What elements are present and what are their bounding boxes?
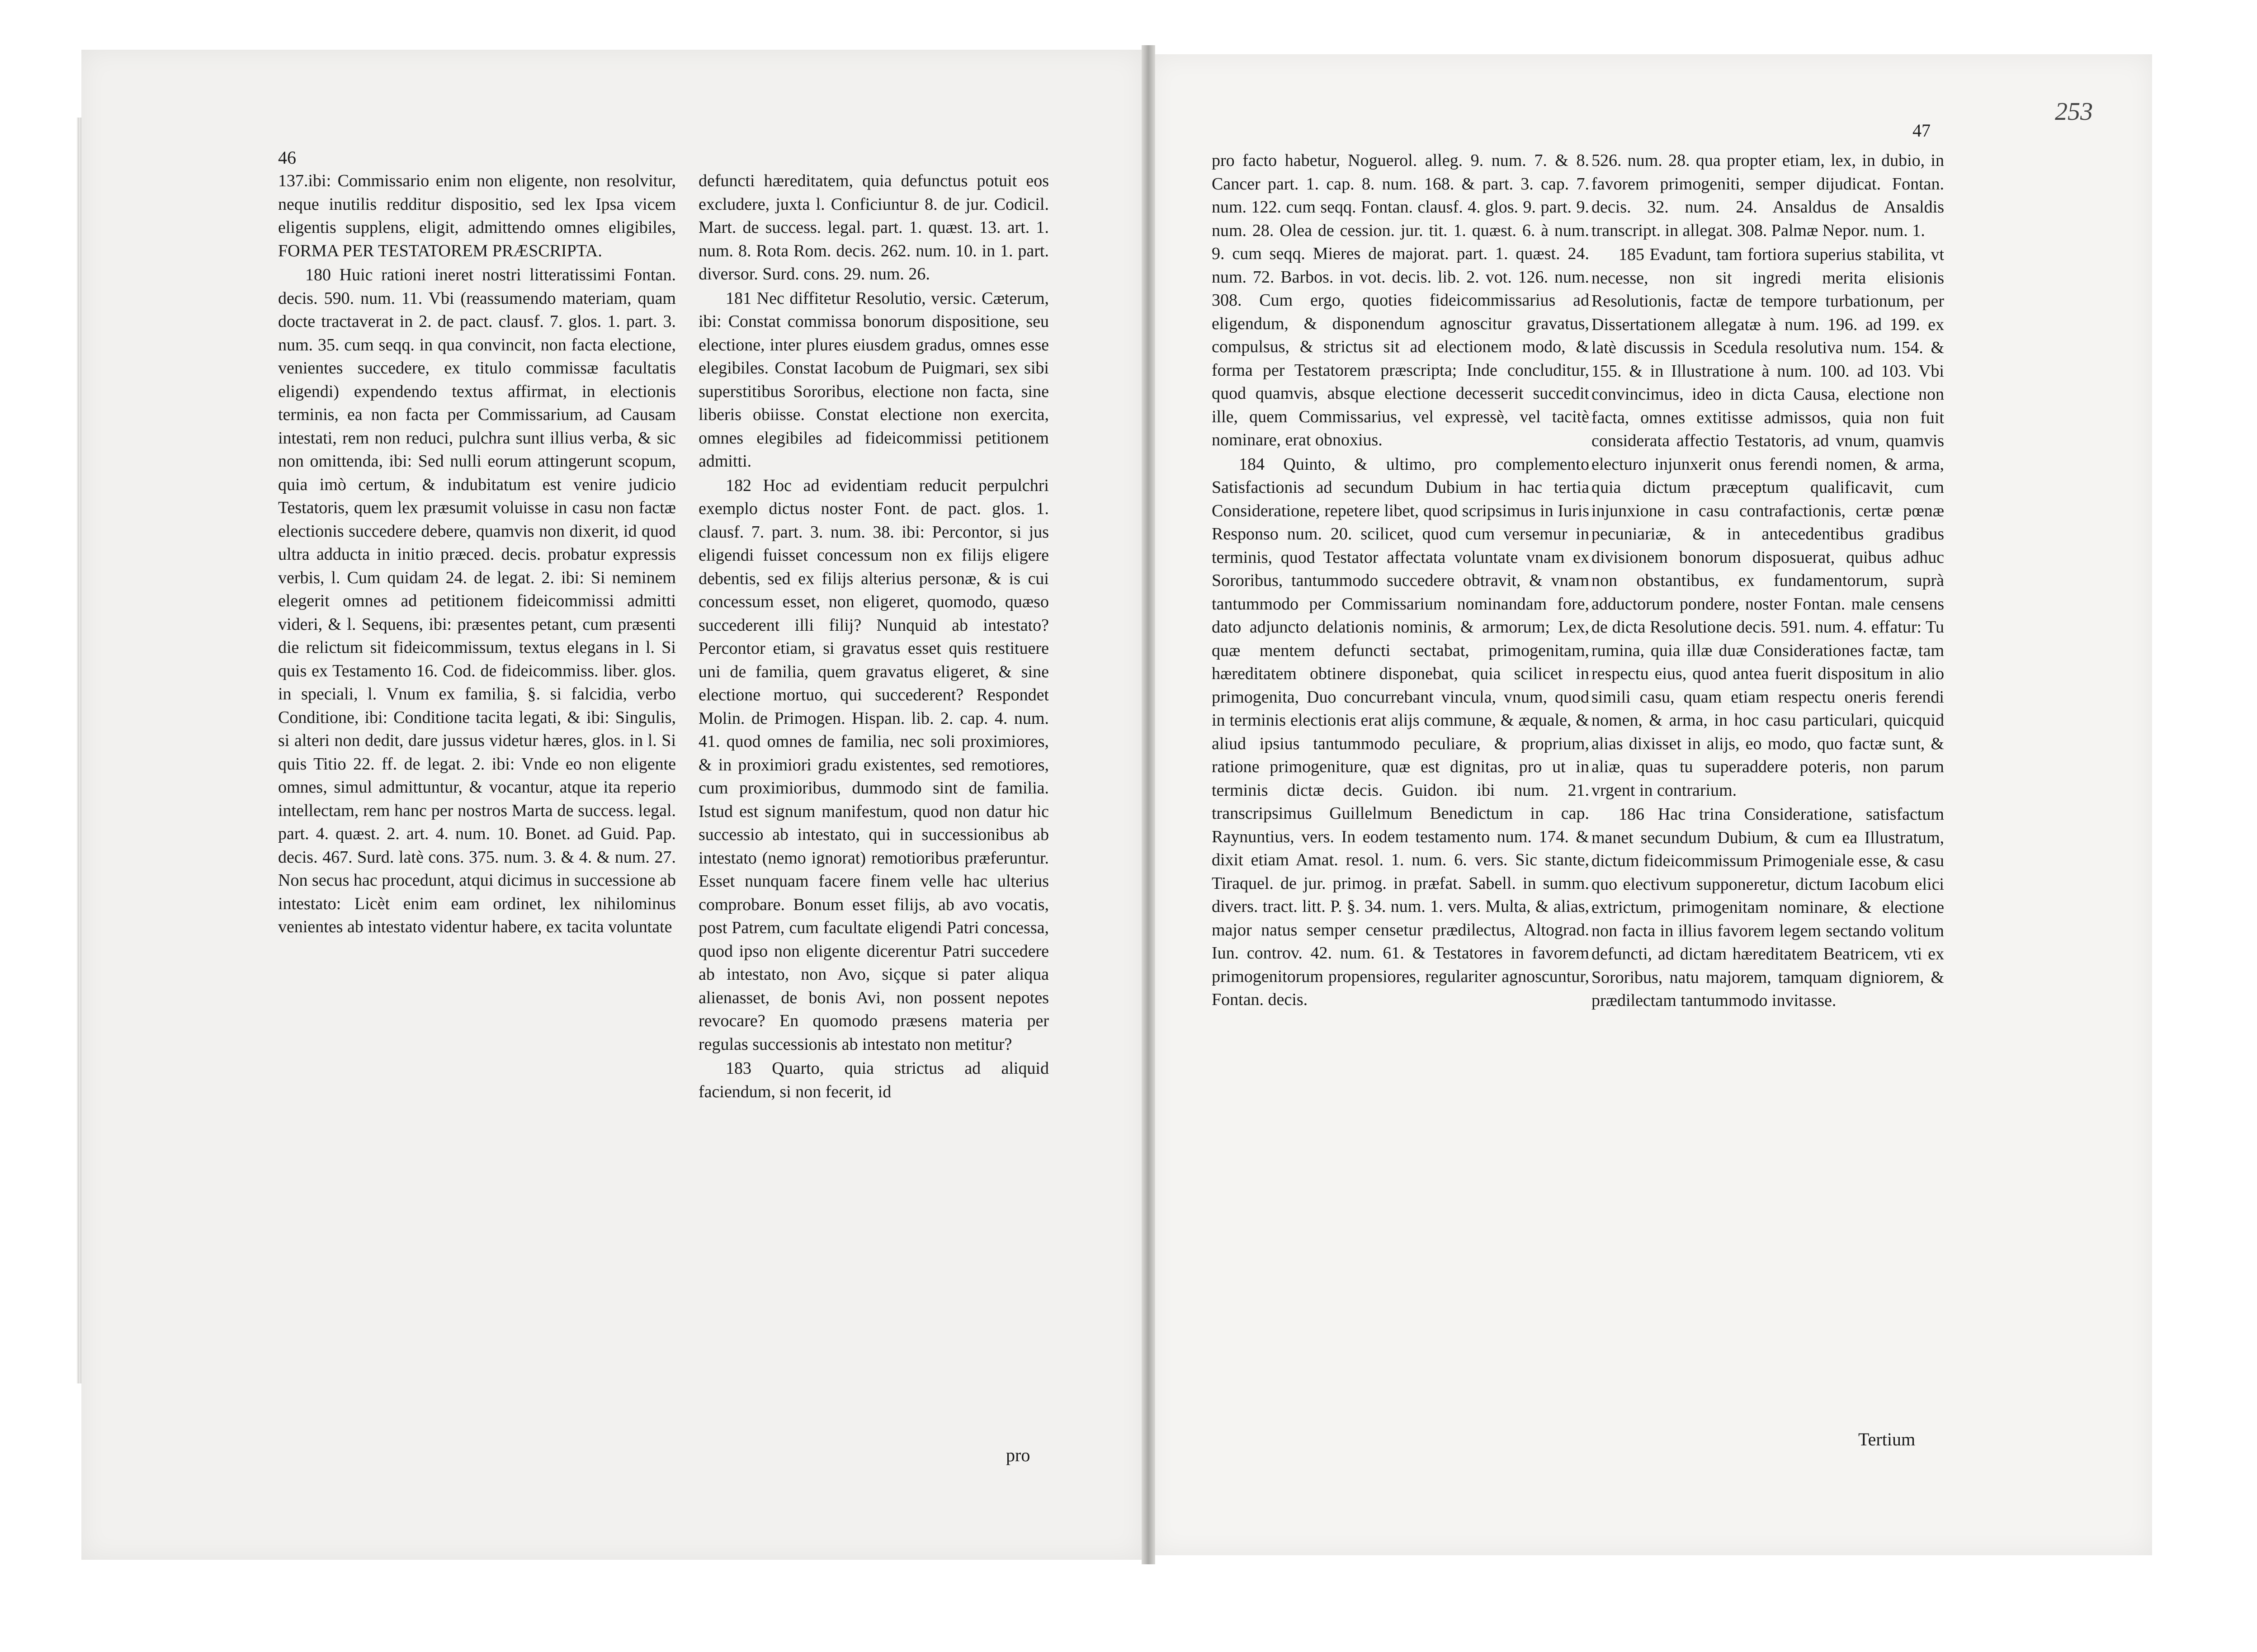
paragraph: 185 Evadunt, tam fortiora superius stabilita, vt necesse, non sit ingredi merita elisionis Resolutionis, factæ de tempore turbationum, per Dissertationem allegatæ à num. 196. ad 199. ex latè discussis in Scedula resolutiva num. 154. & 155. & in Illustratione à num. 100. ad 103. Vbi convincimus, ideo in dicta Causa, electione non facta, omnes extitisse admissos, quia non fuit considerata affectio Testatoris, ad vnum, quamvis electuro injunxerit onus ferendi nomen, & arma, quia dictum præceptum qualificavit, cum injunxione in casu contrafactionis, certæ pœnæ pecuniariæ, & in antecedentibus gradibus divisionem bonorum disposuerat, quibus adhuc non obstantibus, ex fundamentorum, suprà adductorum pondere, noster Fontan. male censens de dicta Resolutione decis. 591. num. 4. effatur: Tu rumina, quia illæ duæ Considerationes factæ, tam respectu eius, quod antea fuerit dispositum in alio simili casu, quam etiam respectu oneris ferendi nomen, & arma, in hoc casu particulari, quicquid alias dixisset in alijs, eo modo, quo factæ sunt, & aliæ, quas tu superaddere poteris, non parum vrgent in contrarium. (1591, 245, 1944, 800)
paragraph: pro facto habetur, Noguerol. alleg. 9. num. 7. & 8. Cancer part. 1. cap. 8. num. 168. & part. 3. cap. 7. num. 122. cum seqq. Fontan. clausf. 4. glos. 9. part. 9. num. 28. Olea de cession. jur. tit. 1. quæst. 6. à num. 9. cum seqq. Mieres de majorat. part. 1. quæst. 24. num. 72. Barbos. in vot. decis. lib. 2. vot. 126. num. 308. Cum ergo, quoties fideicommissarius ad eligendum, & disponendum agnoscitur gravatus, compulsus, & strictus sit ad electionem modo, & forma per Testatorem præscripta; Inde concluditur, quod quamvis, absque electione decesserit succedit ille, quem Commissarius, vel expressè, vel tacitè nominare, erat obnoxius. (1212, 151, 1589, 449)
paragraph: 180 Huic rationi ineret nostri litteratissimi Fontan. decis. 590. num. 11. Vbi (reassumendo materiam, quam docte tractaverat in 2. de pact. clausf. 7. glos. 1. part. 3. num. 35. cum seqq. in qua convincit, non facta electione, venientes succedere, ex titulo commissæ facultatis eligendi) expendendo textus affirmat, in electionis terminis, ea non facta per Commissarium, ad Causam intestati, rem non reduci, pulchra sunt illius verba, & sic non omittenda, ibi: Sed nulli eorum attingerunt scopum, quia imò certum, & indubitatum est venire judicio Testatoris, quem lex præsumit voluisse in casu non factæ electionis succedere debere, quamvis non dixerit, id quod ultra adducta in initio præced. decis. probatur expressis verbis, l. Cum quidam 24. de legat. 2. ibi: Si neminem elegerit omnes ad petitionem fideicommissi admitti videri, & l. Sequens, ibi: præsentes petant, cum præsenti die relictum sit fideicommissum, textus elegans in l. Si quis ex Testamento 16. Cod. de fideicommiss. liber. glos. in speciali, l. Vnum ex familia, §. si falcidia, verbo Conditione, ibi: Conditione tacita legati, & ibi: Singulis, si alteri non dedit, dare jussus videtur hæres, glos. in l. Si quis Titio 22. ff. de legat. 2. ibi: Vnde eo non eligente omnes, simul admittuntur, & vocantur, atque ita reperio intellectam, rem hanc per nostros Marta de success. legal. part. 4. quæst. 2. art. 4. num. 10. Bonet. ad Guid. Pap. decis. 467. Surd. latè cons. 375. num. 3. & 4. & num. 27. Non secus hac procedunt, atqui dicimus in successione ab intestato: Licèt enim eam ordinet, lex nihilominus venientes ab intestato videntur habere, ex tacita voluntate (278, 265, 676, 936)
paragraph: 184 Quinto, & ultimo, pro complemento Satisfactionis ad secundum Dubium in hac tertia Consideratione, repetere libet, quod scripsimus in Iuris Responso num. 20. scilicet, quod cum versemur in terminis, quod Testator affectata voluntate vnam ex Sororibus, tantummodo succedere obtravit, & vnam tantummodo per Commissarium nominandam fore, dato adjuncto delationis nominis, & armorum; Lex, quæ mentem defuncti sectabat, primogenitam, hæreditatem obtinere disponebat, quia scilicet in primogenita, Duo concurrebant vincula, vnum, quod in terminis electionis erat alijs commune, & æquale, & aliud ipsius tantummodo peculiare, & proprium, ratione primogeniture, quæ est dignitas, pro ut in terminis dictæ decis. Guidon. ibi num. 21. transcripsimus Guillelmum Benedictum in cap. Raynuntius, vers. In eodem testamento num. 174. & dixit etiam Amat. resol. 1. num. 6. vers. Sic stante, Tiraquel. de jur. primog. in præfat. Sabell. in summ. divers. tract. litt. P. §. 34. num. 1. vers. Multa, & alias, major natus semper censetur prædilectus, Altograd. Iun. controv. 42. num. 61. & Testatores in favorem primogenitorum propensiores, regulariter agnoscuntur, Fontan. decis. (1212, 454, 1589, 1009)
folio-mark: 253 (2055, 98, 2093, 126)
right-page-column-1 (1212, 149, 1589, 1013)
paragraph: 183 Quarto, quia strictus ad aliquid faciendum, si non fecerit, id (699, 1059, 1049, 1101)
page-number-left: 46 (278, 147, 296, 168)
left-page-column-1 (278, 170, 676, 940)
catchword-left: pro (1006, 1445, 1030, 1465)
catchword-right: Tertium (1858, 1429, 1916, 1449)
page-number-right: 47 (1912, 120, 1931, 141)
paragraph: 526. num. 28. qua propter etiam, lex, in dubio, in favorem primogeniti, semper dijudicat. Fontan. decis. 32. num. 24. Ansaldus de Ansaldis transcript. in allegat. 308. Palmæ Nepor. num. 1. (1591, 151, 1944, 240)
paragraph: defuncti hæreditatem, quia defunctus potuit eos excludere, juxta l. Conficiuntur 8. de jur. Codicil. Mart. de success. legal. part. 1. quæst. 13. art. 1. num. 8. Rota Rom. decis. 262. num. 10. in 1. part. diversor. Surd. cons. 29. num. 26. (699, 171, 1049, 283)
right-page-column-2 (1591, 149, 1944, 1014)
book-gutter (1142, 45, 1155, 1564)
left-page-column-2 (699, 170, 1049, 1104)
paragraph: 182 Hoc ad evidentiam reducit perpulchri exemplo dictus noster Font. de pact. glos. 1. clausf. 7. part. 3. num. 38. ibi: Percontor, si jus eligendi fuisset concessum non ex filijs eligere debentis, sed ex filijs alterius personæ, & is cui concessum esset, non eligeret, quomodo, quæso succederent illi filij? Nunquid ab intestato? Percontor etiam, si gravatus esset quis restituere uni de familia, quem gravatus eligeret, & sine electione mortuo, qui succederent? Respondet Molin. de Primogen. Hispan. lib. 2. cap. 4. num. 41. quod omnes de familia, nec soli proximiores, & in proximiori gradu existentes, sed remotiores, cum proximioribus, dummodo sint de familia. Istud est signum manifestum, quod non datur hic successio ab intestato, qui in successionibus ab intestato (nemo ignorat) remotioribus præferuntur. Esset nunquam facere finem velle hac ulterius comprobare. Bonum esset filijs, ab avo vocatis, post Patrem, cum facultate eligendi Patri concessa, quod ipso non eligente dicerentur Patri succedere ab intestato, non Avo, siçque si pater aliqua alienasset, de bonis Avi, non possent nepotes revocare? En quomodo præsens materia per regulas successionis ab intestato non metitur? (699, 476, 1049, 1054)
paragraph: 137.ibi: Commissario enim non eligente, non resolvitur, neque inutilis redditur dispositio, sed lex Ipsa vicem eligentis supplens, eligit, admittendo omnes eligibiles, FORMA PER TESTATOREM PRÆSCRIPTA. (278, 171, 676, 260)
paragraph: 181 Nec diffitetur Resolutio, versic. Cæterum, ibi: Constat commissa bonorum dispositione, seu electione, inter plures eiusdem gradus, omnes esse elegibiles. Constat Iacobum de Puigmari, sex sibi superstitibus Sororibus, electione non facta, sine liberis obiisse. Constat electione non exercita, omnes elegibiles ad fideicommissi petitionem admitti. (699, 288, 1049, 471)
paragraph: 186 Hac trina Consideratione, satisfactum manet secundum Dubium, & cum ea Illustratum, dictum fideicommissum Primogeniale esse, & casu quo electivum supponeretur, dictum Iacobum elici extrictum, primogenitam nominare, & electione non facta in illius favorem legem sectando volitum defuncti, ad dictam hæreditatem Beatricem, vti ex Sororibus, natu majorem, tamquam digniorem, & prædilectam tantummodo invitasse. (1591, 805, 1944, 1010)
